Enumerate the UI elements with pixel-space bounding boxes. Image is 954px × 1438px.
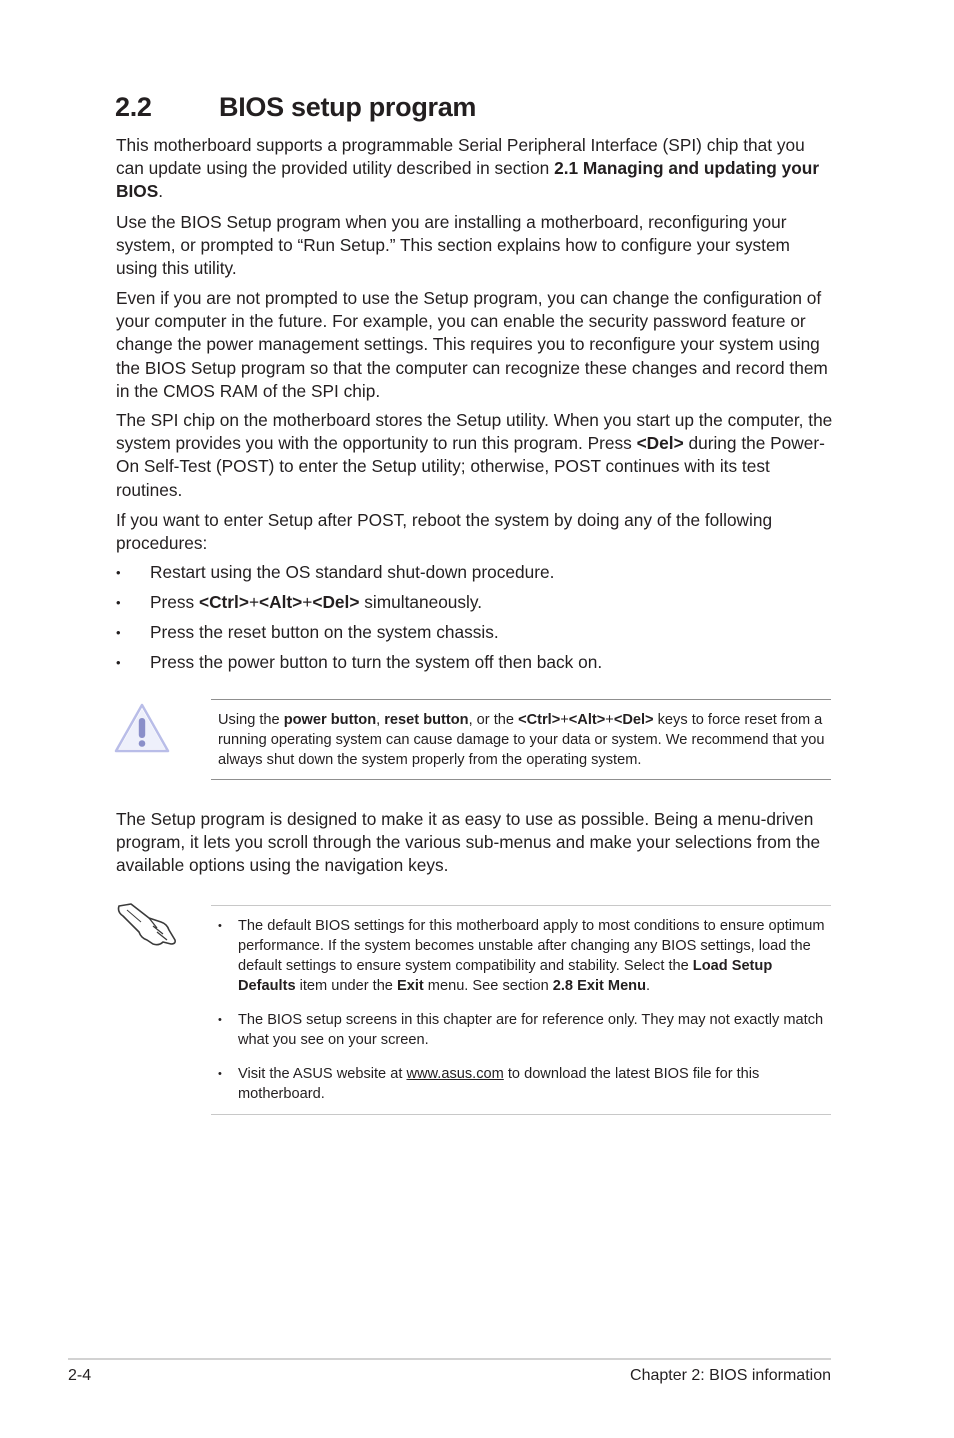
warning-text-part: , or the — [468, 712, 519, 728]
key-ctrl: <Ctrl> — [198, 592, 249, 612]
section-title — [115, 88, 476, 126]
list-item-text: Press the power button to turn the system off then back on. — [150, 652, 603, 672]
note-list — [218, 916, 830, 1118]
list-item — [116, 561, 602, 591]
paragraph-configuration: Even if you are not prompted to use the Setup program, you can change the configuration of your computer in the future. For example, you can enable the security password feature or change the power management settings. This requires you to reconfigure your system using the BIOS Setup program so that the computer can recognize these changes and record them in the CMOS RAM of the SPI chip. — [116, 288, 828, 401]
key-alt: <Alt> — [259, 592, 303, 612]
plus-sign: + — [560, 712, 569, 728]
note-text: item under the — [295, 978, 397, 994]
warning-triangle-icon — [113, 701, 171, 760]
warning-text-part: keys to force reset from a running operating system can cause damage to your data or system. We recommend that you always shut down the system properly from the operating system. — [218, 712, 825, 768]
paragraph-procedures: If you want to enter Setup after POST, reboot the system by doing any of the following procedures: — [116, 510, 773, 554]
plus-sign: + — [605, 712, 614, 728]
load-setup-defaults-term: Load Setup Defaults — [238, 958, 773, 994]
key-del: <Del> — [636, 433, 684, 454]
procedure-list — [116, 561, 602, 681]
footer-rule — [68, 1358, 831, 1360]
key-del: <Del> — [312, 592, 360, 612]
section-heading: BIOS setup program — [219, 92, 477, 122]
asus-website-link[interactable]: www.asus.com — [406, 1066, 504, 1082]
list-item — [218, 916, 830, 996]
note-text: The BIOS setup screens in this chapter are for reference only. They may not exactly match what you see on your screen. — [238, 1012, 824, 1048]
list-item — [116, 591, 602, 621]
list-item — [218, 1064, 830, 1104]
chapter-title: Chapter 2: BIOS information — [630, 1367, 831, 1384]
warning-bottom-rule — [211, 779, 831, 780]
bullet-dot: • — [218, 1014, 222, 1026]
bullet-dot: • — [116, 655, 121, 670]
list-item-text: Press — [150, 592, 199, 612]
power-button-term: power button — [283, 712, 377, 728]
paragraph-usage: Use the BIOS Setup program when you are installing a motherboard, reconfiguring your system, or prompted to “Run Setup.” This section explains how to configure your system using this utility. — [116, 212, 790, 279]
paragraph-setup-program: The Setup program is designed to make it as easy to use as possible. Being a menu-driven program, it lets you scroll through the various sub-menus and make your selections from the available options using the navigation keys. — [116, 809, 821, 876]
paragraph-text: during the Power-On Self-Test (POST) to enter the Setup utility; otherwise, POST continues with its test routines. — [116, 433, 825, 500]
note-text: to download the latest BIOS file for this motherboard. — [238, 1066, 760, 1102]
list-item — [116, 621, 602, 651]
bullet-dot: • — [218, 1068, 222, 1080]
warning-text-part: , — [376, 712, 385, 728]
reset-button-term: reset button — [384, 712, 469, 728]
paragraph-intro — [116, 134, 834, 204]
plus-sign: + — [302, 592, 313, 612]
key-ctrl: <Ctrl> — [518, 712, 561, 728]
key-del: <Del> — [613, 712, 654, 728]
list-item — [116, 651, 602, 681]
paragraph-text: . — [158, 181, 164, 202]
list-item-text: Restart using the OS standard shut-down procedure. — [150, 562, 555, 582]
section-reference: 2.1 Managing and updating your BIOS — [116, 158, 820, 202]
note-text: Visit the ASUS website at — [238, 1066, 407, 1082]
paragraph-text: This motherboard supports a programmable Serial Peripheral Interface (SPI) chip that you can update using the provided utility described in section — [116, 135, 805, 179]
exit-term: Exit — [396, 978, 424, 994]
note-bottom-rule — [211, 1114, 831, 1115]
warning-text-part: Using the — [218, 712, 284, 728]
bullet-dot: • — [218, 920, 222, 932]
plus-sign: + — [248, 592, 260, 612]
page-number: 2-4 — [68, 1367, 92, 1384]
warning-text — [218, 710, 828, 770]
paragraph-text: The SPI chip on the motherboard stores the Setup utility. When you start up the computer, the system provides you with the opportunity to run this program. Press — [116, 410, 833, 454]
note-text: . — [646, 978, 651, 994]
warning-top-rule — [211, 699, 831, 700]
list-item-text: simultaneously. — [359, 592, 483, 612]
list-item — [218, 1010, 830, 1050]
exit-menu-reference: 2.8 Exit Menu — [552, 978, 647, 994]
bullet-dot: • — [116, 595, 121, 610]
note-text: menu. See section — [423, 978, 553, 994]
key-alt: <Alt> — [568, 712, 606, 728]
bullet-dot: • — [116, 565, 121, 580]
note-top-rule — [211, 905, 831, 906]
pointing-hand-icon — [113, 900, 181, 955]
section-number: 2.2 — [115, 92, 152, 122]
list-item-text: Press the reset button on the system chassis. — [150, 622, 499, 642]
paragraph-spi-chip — [116, 409, 834, 502]
note-text: The default BIOS settings for this motherboard apply to most conditions to ensure optimum performance. If the system becomes unstable after changing any BIOS settings, load the default settings to ensure system compatibility and stability. Select the — [238, 918, 825, 974]
bullet-dot: • — [116, 625, 121, 640]
